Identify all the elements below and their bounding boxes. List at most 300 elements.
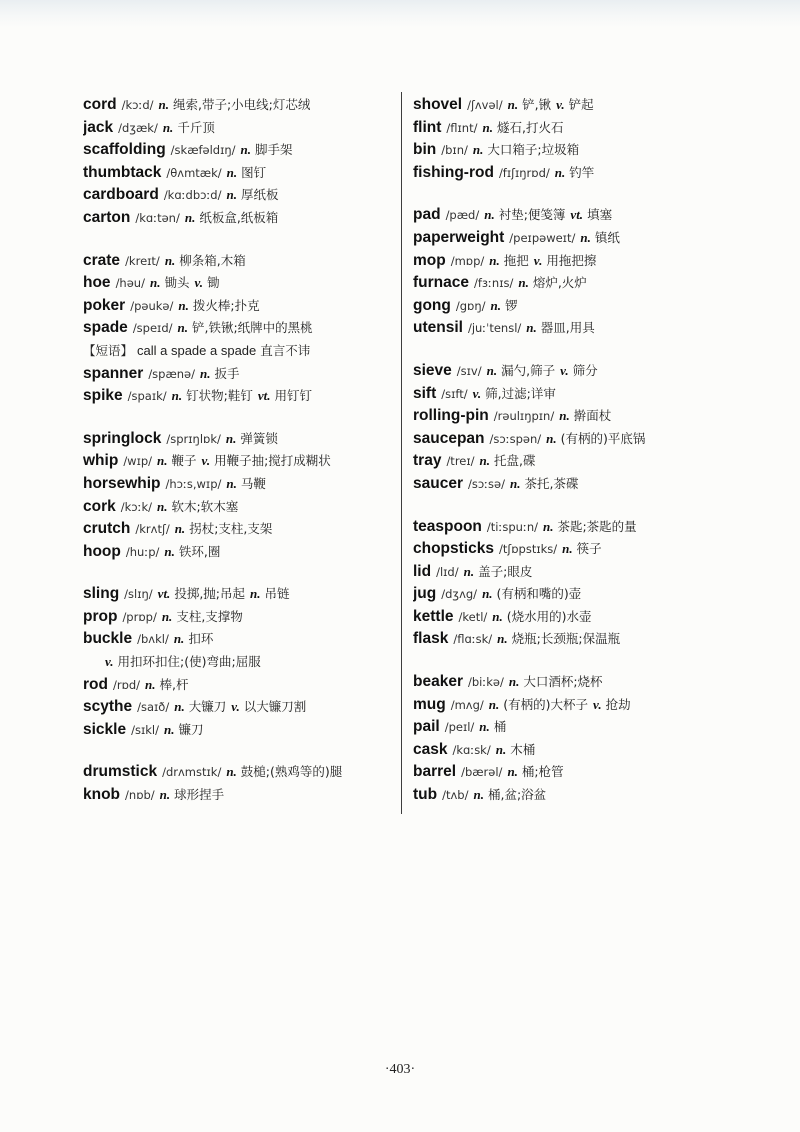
definition: 铲起 bbox=[568, 97, 594, 112]
headword: cord bbox=[83, 96, 117, 113]
pronunciation: /hɔːs,wɪp/ bbox=[165, 476, 222, 491]
dictionary-entry bbox=[83, 295, 399, 318]
headword: saucepan bbox=[413, 429, 485, 447]
dictionary-entry bbox=[83, 496, 399, 519]
dictionary-entry bbox=[83, 606, 399, 629]
pronunciation: /drʌmstɪk/ bbox=[162, 765, 222, 780]
pronunciation: /sɔːsə/ bbox=[467, 476, 505, 491]
part-of-speech: n. bbox=[542, 518, 554, 534]
definition: 以大镰刀割 bbox=[243, 699, 307, 715]
headword: barrel bbox=[413, 763, 457, 781]
definition: 软木;软木塞 bbox=[171, 498, 239, 514]
dictionary-entry bbox=[413, 94, 758, 117]
pronunciation: /lɪd/ bbox=[436, 564, 459, 579]
part-of-speech: v. bbox=[472, 385, 482, 401]
headword: sling bbox=[83, 585, 120, 603]
headword: sift bbox=[413, 384, 437, 402]
dictionary-entry bbox=[83, 363, 399, 386]
dictionary-entry bbox=[83, 94, 399, 117]
part-of-speech: n. bbox=[226, 475, 237, 491]
dictionary-entry bbox=[413, 162, 758, 185]
phrase-definition: 直言不讳 bbox=[260, 342, 311, 358]
pronunciation: /kɔːd/ bbox=[121, 98, 154, 112]
pronunciation: /ʃʌvəl/ bbox=[467, 98, 503, 112]
dictionary-entry bbox=[83, 784, 399, 807]
pronunciation: /sprɪŋlɒk/ bbox=[166, 431, 221, 446]
dictionary-entry bbox=[413, 428, 758, 451]
pronunciation: /krʌtʃ/ bbox=[135, 522, 170, 537]
headword: horsewhip bbox=[83, 474, 161, 492]
top-scan-shade bbox=[0, 0, 800, 28]
part-of-speech: n. bbox=[162, 119, 174, 135]
part-of-speech: n. bbox=[518, 275, 529, 291]
definition: 扣环 bbox=[188, 631, 214, 647]
part-of-speech: n. bbox=[200, 365, 211, 381]
pronunciation: /huːp/ bbox=[125, 544, 160, 559]
part-of-speech: vt. bbox=[157, 586, 171, 602]
definition: 茶匙;茶匙的量 bbox=[557, 518, 637, 534]
definition: 筛,过滤;详审 bbox=[485, 385, 556, 401]
part-of-speech: n. bbox=[163, 721, 175, 737]
headword: bin bbox=[413, 141, 437, 159]
pronunciation: /kɑːsk/ bbox=[452, 742, 491, 757]
right-column bbox=[413, 94, 758, 807]
part-of-speech: n. bbox=[173, 631, 185, 647]
part-of-speech: n. bbox=[184, 209, 196, 225]
definition: (有柄的)平底锅 bbox=[560, 430, 646, 446]
headword: crutch bbox=[83, 520, 131, 538]
pronunciation: /fɜːnɪs/ bbox=[474, 276, 514, 291]
dictionary-entry bbox=[83, 272, 399, 295]
pronunciation: /bɪn/ bbox=[441, 143, 468, 158]
dictionary-entry bbox=[413, 139, 758, 162]
dictionary-entry bbox=[413, 716, 758, 739]
pronunciation: /peɪpəweɪt/ bbox=[509, 230, 576, 245]
definition: 棒,杆 bbox=[159, 676, 189, 692]
part-of-speech: n. bbox=[145, 676, 156, 692]
part-of-speech: v. bbox=[105, 654, 114, 670]
headword: chopsticks bbox=[413, 540, 494, 558]
definition: 拨火棒;扑克 bbox=[192, 297, 260, 313]
part-of-speech: n. bbox=[490, 297, 501, 313]
definition: 柳条箱,木箱 bbox=[179, 252, 246, 268]
part-of-speech: n. bbox=[226, 164, 238, 180]
definition: 熔炉,火炉 bbox=[532, 275, 587, 291]
definition: 筷子 bbox=[576, 541, 602, 557]
pronunciation: /prɒp/ bbox=[122, 609, 157, 624]
part-of-speech: n. bbox=[546, 430, 557, 446]
definition: 燧石,打火石 bbox=[496, 119, 564, 135]
pronunciation: /wɪp/ bbox=[123, 454, 153, 469]
dictionary-entry bbox=[413, 383, 758, 406]
headword: furnace bbox=[413, 274, 469, 292]
definition: 铲,铁锹;纸牌中的黑桃 bbox=[192, 320, 313, 336]
pronunciation: /sɪv/ bbox=[456, 363, 482, 378]
headword: saucer bbox=[413, 474, 463, 492]
pronunciation: /flɑːsk/ bbox=[453, 632, 493, 647]
definition: 漏勺,筛子 bbox=[501, 362, 556, 378]
definition: 马鞭 bbox=[240, 475, 266, 491]
definition: 桶,盆;浴盆 bbox=[487, 787, 547, 803]
definition: 拖把 bbox=[503, 252, 529, 268]
pronunciation: /kɑːdbɔːd/ bbox=[163, 188, 222, 203]
dictionary-entry bbox=[83, 162, 399, 185]
definition: 锄头 bbox=[164, 275, 190, 291]
headword: jack bbox=[83, 118, 114, 136]
headword: pail bbox=[413, 718, 440, 736]
part-of-speech: n. bbox=[149, 275, 161, 291]
dictionary-entry bbox=[83, 385, 399, 408]
definition: 用扣环扣住;(使)弯曲;屈服 bbox=[117, 654, 261, 670]
definition: 纸板盒,纸板箱 bbox=[199, 209, 279, 225]
headword: jug bbox=[413, 585, 437, 603]
definition: (有柄和嘴的)壶 bbox=[496, 586, 582, 602]
definition: 筛分 bbox=[572, 362, 598, 378]
pronunciation: /nɒb/ bbox=[125, 788, 155, 803]
dictionary-entry bbox=[413, 516, 758, 539]
entry-group-gap bbox=[83, 408, 399, 428]
definition: 镰刀 bbox=[178, 721, 204, 737]
dictionary-entry bbox=[83, 696, 399, 719]
pronunciation: /speɪd/ bbox=[132, 321, 173, 336]
pronunciation: /dʒʌg/ bbox=[441, 587, 478, 602]
definition: 烧瓶;长颈瓶;保温瓶 bbox=[511, 631, 621, 647]
pronunciation: /fɪʃɪŋrɒd/ bbox=[498, 165, 550, 180]
pronunciation: /sɪkl/ bbox=[131, 722, 159, 737]
definition: 锣 bbox=[505, 297, 518, 313]
definition: 铲,锹 bbox=[522, 97, 552, 112]
pronunciation: /kɔːk/ bbox=[120, 499, 153, 514]
dictionary-entry bbox=[413, 671, 758, 694]
headword: tray bbox=[413, 452, 442, 470]
entry-group-gap bbox=[413, 651, 758, 671]
part-of-speech: n. bbox=[482, 586, 493, 602]
pronunciation: /dʒæk/ bbox=[118, 120, 158, 135]
definition: 图钉 bbox=[241, 164, 267, 180]
phrase-tag: 【短语】 bbox=[83, 342, 134, 358]
definition: 球形捏手 bbox=[174, 787, 225, 803]
definition: 用鞭子抽;搅打成糊状 bbox=[214, 453, 331, 469]
dictionary-entry bbox=[413, 694, 758, 717]
definition: 钉状物;鞋钉 bbox=[186, 388, 253, 404]
entry-group-gap bbox=[413, 184, 758, 204]
pronunciation: /gɒŋ/ bbox=[455, 298, 486, 313]
headword: scythe bbox=[83, 698, 133, 716]
dictionary-entry bbox=[413, 272, 758, 295]
entry-group-gap bbox=[413, 340, 758, 360]
pronunciation: /mʌg/ bbox=[450, 697, 484, 712]
headword: paperweight bbox=[413, 228, 505, 246]
part-of-speech: n. bbox=[492, 608, 503, 624]
dictionary-entry bbox=[413, 628, 758, 651]
part-of-speech: n. bbox=[226, 187, 237, 203]
headword: cork bbox=[83, 497, 116, 515]
headword: beaker bbox=[413, 673, 463, 691]
entry-group-gap bbox=[83, 230, 399, 250]
part-of-speech: n. bbox=[164, 252, 176, 268]
part-of-speech: v. bbox=[201, 453, 211, 469]
pronunciation: /kɑːtən/ bbox=[135, 210, 180, 225]
dictionary-entry bbox=[413, 117, 758, 140]
part-of-speech: n. bbox=[178, 297, 189, 313]
part-of-speech: n. bbox=[240, 142, 252, 158]
part-of-speech: v. bbox=[556, 97, 565, 112]
part-of-speech: n. bbox=[158, 97, 169, 112]
headword: sieve bbox=[413, 361, 452, 379]
pronunciation: /slɪŋ/ bbox=[124, 587, 153, 602]
dictionary-entry bbox=[83, 139, 399, 162]
dictionary-entry bbox=[413, 606, 758, 629]
headword: lid bbox=[413, 562, 432, 580]
headword: rod bbox=[83, 675, 108, 693]
headword: shovel bbox=[413, 96, 463, 113]
dictionary-entry bbox=[83, 541, 399, 564]
dictionary-entry bbox=[83, 207, 399, 230]
pronunciation: /tʃɒpstɪks/ bbox=[498, 542, 558, 557]
dictionary-entry bbox=[413, 473, 758, 496]
headword: drumstick bbox=[83, 763, 158, 781]
part-of-speech: n. bbox=[161, 608, 173, 624]
part-of-speech: v. bbox=[560, 362, 569, 378]
headword: gong bbox=[413, 296, 451, 314]
phrase-entry bbox=[83, 340, 399, 363]
definition: (有柄的)大杯子 bbox=[503, 696, 589, 712]
definition: 吊链 bbox=[264, 586, 290, 602]
dictionary-entry bbox=[413, 405, 758, 428]
definition: 用钉钉 bbox=[274, 388, 313, 404]
dictionary-entry bbox=[413, 204, 758, 227]
dictionary-entry bbox=[83, 761, 399, 784]
headword: knob bbox=[83, 786, 121, 804]
dictionary-entry bbox=[413, 450, 758, 473]
dictionary-entry bbox=[83, 583, 399, 606]
part-of-speech: n. bbox=[159, 787, 171, 803]
dictionary-entry bbox=[413, 561, 758, 584]
definition: 绳索,带子;小电线;灯芯绒 bbox=[172, 97, 311, 112]
headword: carton bbox=[83, 208, 131, 226]
part-of-speech: n. bbox=[489, 252, 500, 268]
headword: flask bbox=[413, 630, 449, 648]
dictionary-entry bbox=[83, 184, 399, 207]
part-of-speech: n. bbox=[174, 521, 186, 537]
part-of-speech: n. bbox=[164, 543, 175, 559]
part-of-speech: vt. bbox=[570, 207, 584, 223]
part-of-speech: n. bbox=[559, 408, 570, 424]
pronunciation: /juːˈtensl/ bbox=[467, 321, 522, 336]
headword: scaffolding bbox=[83, 141, 166, 159]
part-of-speech: n. bbox=[225, 430, 237, 446]
headword: cardboard bbox=[83, 186, 159, 204]
dictionary-entry bbox=[413, 250, 758, 273]
definition: (烧水用的)水壶 bbox=[506, 608, 592, 624]
headword: prop bbox=[83, 607, 118, 625]
part-of-speech: n. bbox=[495, 741, 507, 757]
headword: flint bbox=[413, 118, 442, 136]
part-of-speech: n. bbox=[479, 453, 491, 469]
dictionary-entry bbox=[413, 739, 758, 762]
dictionary-entry bbox=[83, 628, 399, 651]
headword: crate bbox=[83, 251, 121, 269]
pronunciation: /sɪft/ bbox=[441, 386, 468, 401]
definition: 鼓槌;(熟鸡等的)腿 bbox=[240, 764, 343, 780]
part-of-speech: n. bbox=[250, 586, 261, 602]
pronunciation: /tiːspuːn/ bbox=[486, 519, 538, 534]
pronunciation: /mɒp/ bbox=[450, 253, 485, 268]
dictionary-entry bbox=[83, 117, 399, 140]
definition: 用拖把擦 bbox=[546, 252, 597, 268]
headword: whip bbox=[83, 452, 119, 470]
part-of-speech: n. bbox=[177, 320, 188, 336]
definition: 钓竿 bbox=[569, 164, 595, 180]
pronunciation: /bærəl/ bbox=[461, 765, 503, 780]
definition: 抢劫 bbox=[605, 696, 631, 712]
part-of-speech: n. bbox=[508, 674, 520, 690]
definition: 镇纸 bbox=[594, 229, 620, 245]
headword: kettle bbox=[413, 607, 454, 625]
pronunciation: /pæd/ bbox=[445, 208, 480, 223]
dictionary-entry bbox=[413, 784, 758, 807]
dictionary-entry bbox=[83, 518, 399, 541]
pronunciation: /biːkə/ bbox=[467, 675, 504, 690]
part-of-speech: n. bbox=[580, 229, 591, 245]
headword: spanner bbox=[83, 364, 144, 382]
phrase-text: call a spade a spade bbox=[137, 342, 257, 358]
pronunciation: /θʌmtæk/ bbox=[166, 165, 222, 180]
headword: rolling-pin bbox=[413, 407, 489, 425]
dictionary-entry bbox=[413, 360, 758, 383]
pronunciation: /kreɪt/ bbox=[125, 253, 160, 268]
definition: 千斤顶 bbox=[177, 119, 215, 135]
part-of-speech: n. bbox=[562, 541, 573, 557]
dictionary-entry bbox=[83, 719, 399, 742]
headword: spike bbox=[83, 387, 123, 405]
part-of-speech: n. bbox=[226, 764, 237, 780]
headword: cask bbox=[413, 740, 448, 758]
definition: 大口酒杯;烧杯 bbox=[523, 674, 603, 690]
definition: 器皿,用具 bbox=[540, 320, 595, 336]
definition: 厚纸板 bbox=[240, 187, 279, 203]
definition: 大口箱子;垃圾箱 bbox=[487, 142, 580, 158]
definition: 支柱,支撑物 bbox=[176, 608, 243, 624]
part-of-speech: v. bbox=[231, 699, 240, 715]
pronunciation: /pəukə/ bbox=[130, 298, 174, 313]
headword: mop bbox=[413, 251, 446, 269]
pronunciation: /peɪl/ bbox=[444, 720, 475, 735]
part-of-speech: n. bbox=[479, 719, 490, 735]
definition: 铁环,圈 bbox=[178, 543, 221, 559]
entry-continuation bbox=[83, 651, 399, 674]
headword: spade bbox=[83, 319, 128, 337]
headword: tub bbox=[413, 786, 438, 804]
dictionary-entry bbox=[413, 317, 758, 340]
headword: thumbtack bbox=[83, 163, 162, 181]
pronunciation: /sɔːspən/ bbox=[489, 431, 542, 446]
part-of-speech: n. bbox=[157, 498, 168, 514]
part-of-speech: n. bbox=[507, 764, 518, 780]
left-column bbox=[83, 94, 399, 807]
dictionary-entry bbox=[83, 473, 399, 496]
part-of-speech: n. bbox=[554, 164, 566, 180]
pronunciation: /saɪð/ bbox=[137, 700, 170, 715]
part-of-speech: n. bbox=[171, 388, 183, 404]
definition: 脚手架 bbox=[255, 142, 293, 158]
part-of-speech: n. bbox=[486, 362, 498, 378]
pronunciation: /rɒd/ bbox=[112, 677, 141, 692]
definition: 衬垫;便笺簿 bbox=[498, 207, 566, 223]
page-number: ·403· bbox=[384, 1062, 416, 1077]
headword: utensil bbox=[413, 319, 463, 337]
part-of-speech: n. bbox=[472, 142, 484, 158]
headword: sickle bbox=[83, 720, 127, 738]
part-of-speech: vt. bbox=[257, 388, 271, 404]
part-of-speech: n. bbox=[482, 119, 493, 135]
headword: fishing-rod bbox=[413, 163, 494, 181]
definition: 桶 bbox=[493, 719, 507, 735]
pronunciation: /flɪnt/ bbox=[446, 120, 478, 135]
headword: springlock bbox=[83, 429, 162, 447]
dictionary-entry bbox=[83, 428, 399, 451]
definition: 擀面杖 bbox=[573, 408, 612, 424]
part-of-speech: v. bbox=[533, 252, 543, 268]
part-of-speech: n. bbox=[157, 453, 168, 469]
part-of-speech: v. bbox=[194, 275, 204, 291]
definition: 扳手 bbox=[214, 365, 240, 381]
definition: 投掷,抛;吊起 bbox=[174, 586, 245, 602]
dictionary-entry bbox=[413, 538, 758, 561]
definition: 托盘,碟 bbox=[494, 453, 536, 469]
pronunciation: /həu/ bbox=[115, 276, 145, 291]
dictionary-entry bbox=[83, 450, 399, 473]
definition: 木桶 bbox=[510, 741, 536, 757]
definition: 大镰刀 bbox=[188, 699, 227, 715]
part-of-speech: n. bbox=[526, 320, 537, 336]
definition: 锄 bbox=[207, 275, 220, 291]
definition: 填塞 bbox=[587, 207, 613, 223]
entry-group-gap bbox=[413, 496, 758, 516]
dictionary-entry bbox=[83, 317, 399, 340]
dictionary-entry bbox=[413, 295, 758, 318]
dictionary-entry bbox=[413, 227, 758, 250]
entry-group-gap bbox=[83, 741, 399, 761]
dictionary-entry bbox=[83, 250, 399, 273]
headword: buckle bbox=[83, 630, 133, 648]
definition: 拐杖;支柱,支架 bbox=[189, 521, 273, 537]
definition: 鞭子 bbox=[171, 453, 197, 469]
part-of-speech: n. bbox=[473, 787, 484, 803]
pronunciation: /bʌkl/ bbox=[137, 632, 169, 647]
pronunciation: /tʌb/ bbox=[442, 788, 469, 803]
dictionary-entry bbox=[83, 674, 399, 697]
part-of-speech: n. bbox=[507, 97, 519, 112]
pronunciation: /treɪ/ bbox=[446, 454, 475, 469]
definition: 茶托,茶碟 bbox=[524, 475, 579, 491]
definition: 盖子;眼皮 bbox=[478, 563, 533, 579]
pronunciation: /rəulɪŋpɪn/ bbox=[493, 409, 555, 424]
headword: mug bbox=[413, 695, 446, 713]
pronunciation: /skæfəldɪŋ/ bbox=[170, 143, 236, 158]
pronunciation: /ketl/ bbox=[458, 609, 488, 624]
part-of-speech: n. bbox=[484, 207, 495, 223]
headword: pad bbox=[413, 206, 441, 224]
definition: 弹簧锁 bbox=[240, 430, 278, 446]
part-of-speech: n. bbox=[174, 699, 185, 715]
definition: 桶;枪管 bbox=[521, 764, 564, 780]
entry-group-gap bbox=[83, 563, 399, 583]
headword: hoop bbox=[83, 542, 121, 560]
headword: poker bbox=[83, 296, 126, 314]
dictionary-entry bbox=[413, 761, 758, 784]
column-divider bbox=[401, 92, 402, 814]
